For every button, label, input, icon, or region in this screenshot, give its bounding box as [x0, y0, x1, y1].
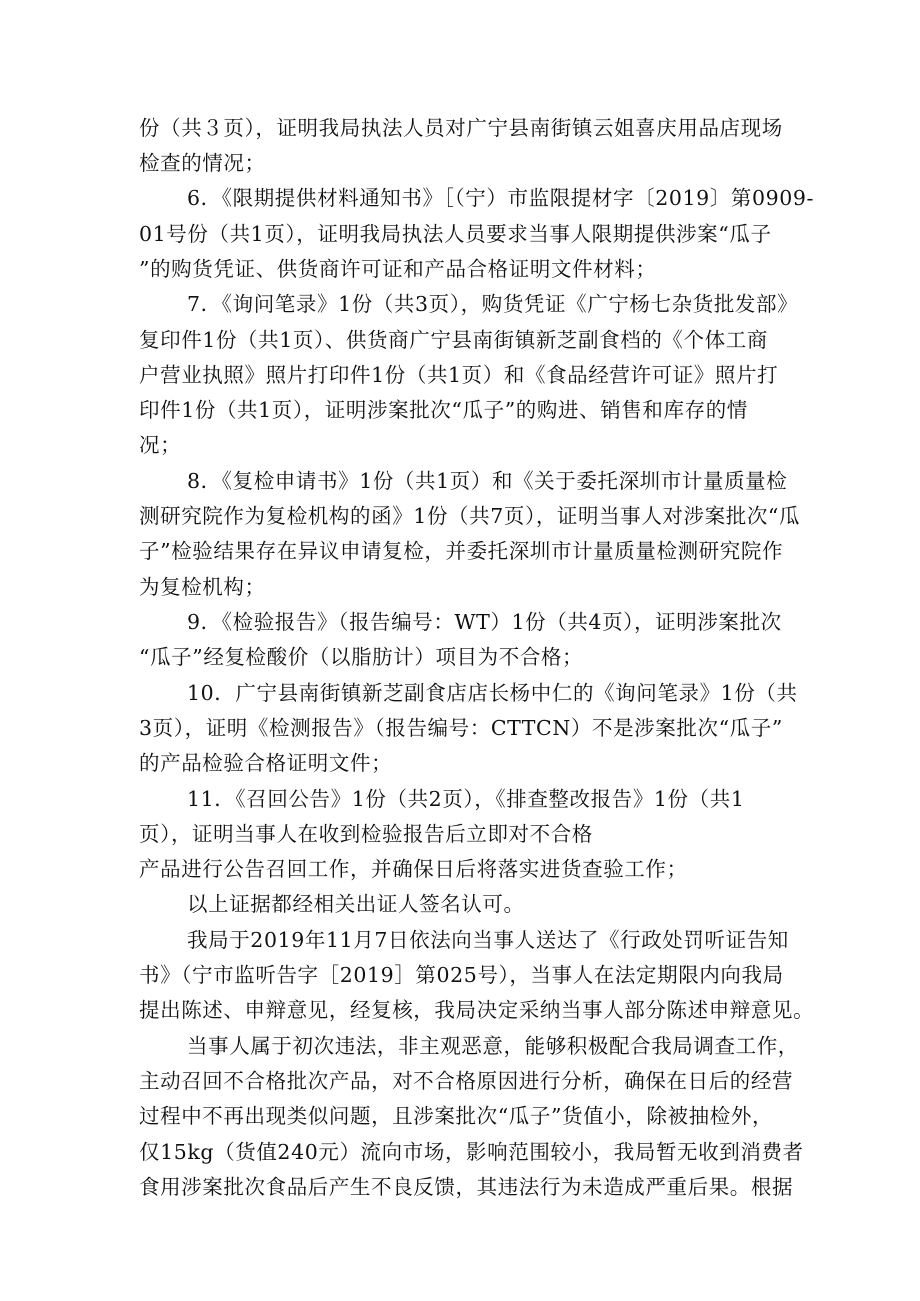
text-line: 11．《召回公告》1份（共2页），《排查整改报告》1份（共1: [187, 787, 745, 811]
text-line: 份（共３页），证明我局执法人员对广宁县南街镇云姐喜庆用品店现场: [139, 116, 783, 140]
text-line: 以上证据都经相关出证人签名认可。: [187, 892, 525, 916]
text-line: 子”检验结果存在异议申请复检，并委托深圳市计量质量检测研究院作: [139, 539, 784, 563]
text-line: 我局于2019年11月7日依法向当事人送达了《行政处罚听证告知: [187, 928, 789, 952]
text-line: 检查的情况；: [139, 151, 266, 175]
text-line: 提出陈述、申辩意见，经复核，我局决定采纳当事人部分陈述申辩意见。: [139, 998, 815, 1022]
text-line: 况；: [139, 433, 182, 457]
text-line: 产品进行公告召回工作，并确保日后将落实进货查验工作；: [139, 857, 688, 881]
text-line: 过程中不再出现类似问题，且涉案批次“瓜子”货值小，除被抽检外，: [139, 1104, 774, 1128]
text-line: “瓜子”经复检酸价（以脂肪计）项目为不合格；: [139, 645, 584, 669]
text-line: 书》（宁市监听告字［2019］第025号），当事人在法定期限内向我局: [139, 963, 784, 987]
text-line: 3页），证明《检测报告》（报告编号：CTTCN）不是涉案批次“瓜子”: [139, 716, 783, 740]
text-line: 的产品检验合格证明文件；: [139, 751, 393, 775]
text-line: 主动召回不合格批次产品，对不合格原因进行分析，确保在日后的经营: [139, 1069, 794, 1093]
text-line: 仅15kg（货值240元）流向市场，影响范围较小，我局暂无收到消费者: [139, 1140, 804, 1164]
text-line: 8．《复检申请书》1份（共1页）和《关于委托深圳市计量质量检: [187, 469, 788, 493]
text-line: 为复检机构；: [139, 575, 266, 599]
text-line: 9．《检验报告》（报告编号：WT）1份（共4页），证明涉案批次: [187, 610, 782, 634]
text-line: 10．广宁县南街镇新芝副食店店长杨中仁的《询问笔录》1份（共: [187, 681, 798, 705]
text-line: 01号份（共1页），证明我局执法人员要求当事人限期提供涉案“瓜子: [139, 222, 772, 246]
text-line: 户营业执照》照片打印件1份（共1页）和《食品经营许可证》照片打: [139, 363, 779, 387]
text-line: 7．《询问笔录》1份（共3页），购货凭证《广宁杨七杂货批发部》: [187, 292, 799, 316]
text-line: 印件1份（共1页），证明涉案批次“瓜子”的购进、销售和库存的情: [139, 398, 748, 422]
text-line: 6．《限期提供材料通知书》［（宁）市监限提材字〔2019〕第0909-: [187, 186, 815, 210]
text-line: 复印件1份（共1页）、供货商广宁县南街镇新芝副食档的《个体工商: [139, 328, 768, 352]
text-line: 当事人属于初次违法，非主观恶意，能够积极配合我局调查工作，: [187, 1034, 799, 1058]
text-line: 食用涉案批次食品后产生不良反馈，其违法行为未造成严重后果。根据: [139, 1175, 794, 1199]
text-line: ”的购货凭证、供货商许可证和产品合格证明文件材料；: [139, 257, 657, 281]
text-line: 页），证明当事人在收到检验报告后立即对不合格: [139, 822, 593, 846]
text-line: 测研究院作为复检机构的函》1份（共7页），证明当事人对涉案批次“瓜: [139, 504, 801, 528]
